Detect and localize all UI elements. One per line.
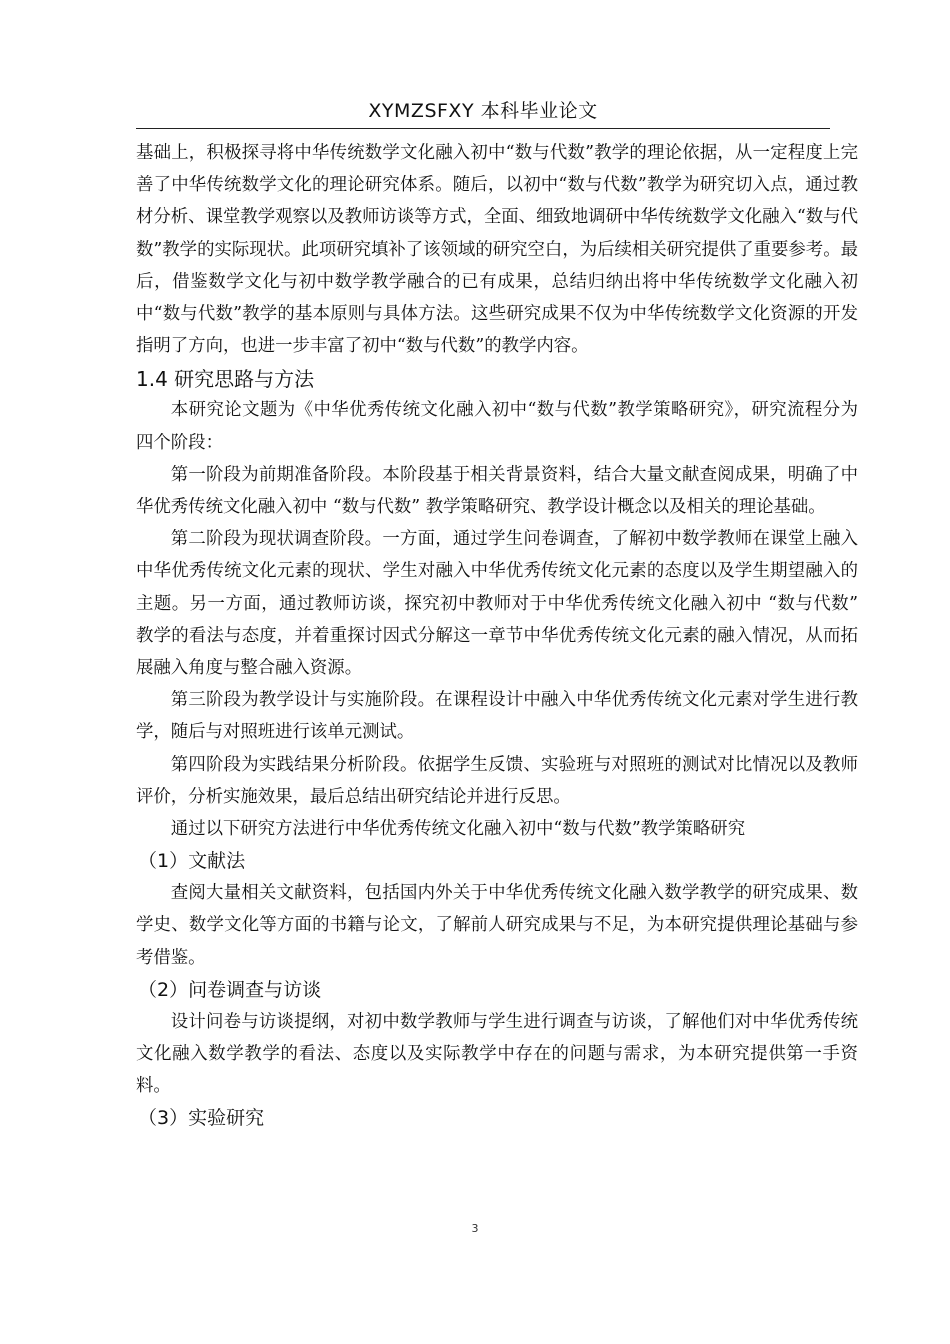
section-heading: 1.4 研究思路与方法 [136,367,315,392]
page-header [136,96,830,129]
header-title: XYMZSFXY 本科毕业论文 [368,100,598,122]
document-body [136,137,858,1134]
paragraph-stage-3: 第三阶段为教学设计与实施阶段。在课程设计中融入中华优秀传统文化元素对学生进行教学，随后与对照班进行该单元测试。 [136,690,858,743]
method-heading-experiment: （3）实验研究 [138,1107,265,1130]
paragraph-continuation: 基础上，积极探寻将中华传统数学文化融入初中“数与代数”教学的理论依据，从一定程度上完善了中华传统数学文化的理论研究体系。随后，以初中“数与代数”教学为研究切入点，通过教材分析、课堂教学观察以及教师访谈等方式，全面、细致地调研中华传统数学文化融入“数与代数”教学的实际现状。此项研究填补了该领域的研究空白，为后续相关研究提供了重要参考。最后，借鉴数学文化与初中数学教学融合的已有成果，总结归纳出将中华传统数学文化融入初中“数与代数”教学的基本原则与具体方法。这些研究成果不仅为中华传统数学文化资源的开发指明了方向，也进一步丰富了初中“数与代数”的教学内容。 [136,143,858,357]
paragraph-thesis-title: 本研究论文题为《中华优秀传统文化融入初中“数与代数”教学策略研究》，研究流程分为四个阶段： [136,400,858,453]
method-heading-survey: （2）问卷调查与访谈 [138,978,322,1001]
paragraph-methods-intro: 通过以下研究方法进行中华优秀传统文化融入初中“数与代数”教学策略研究 [170,819,746,840]
paragraph-stage-4: 第四阶段为实践结果分析阶段。依据学生反馈、实验班与对照班的测试对比情况以及教师评价，分析实施效果，最后总结出研究结论并进行反思。 [136,754,858,807]
paragraph-stage-2: 第二阶段为现状调查阶段。一方面，通过学生问卷调查，了解初中数学教师在课堂上融入中华优秀传统文化元素的现状、学生对融入中华优秀传统文化元素的态度以及学生期望融入的主题。另一方面，通过教师访谈，探究初中教师对于中华优秀传统文化融入初中 “数与代数” 教学的看法与态度，并着重探讨因式分解这一章节中华优秀传统文化元素的融入情况，从而拓展融入角度与整合融入资源。 [136,529,858,679]
page-number: 3 [471,1222,479,1235]
method-heading-literature: （1）文献法 [138,850,246,873]
paragraph-stage-1: 第一阶段为前期准备阶段。本阶段基于相关背景资料，结合大量文献查阅成果，明确了中华优秀传统文化融入初中 “数与代数” 教学策略研究、教学设计概念以及相关的理论基础。 [136,464,858,518]
paragraph-survey-method: 设计问卷与访谈提纲，对初中数学教师与学生进行调查与访谈，了解他们对中华优秀传统文化融入数学教学的看法、态度以及实际教学中存在的问题与需求，为本研究提供第一手资料。 [136,1011,858,1097]
paragraph-literature-method: 查阅大量相关文献资料，包括国内外关于中华优秀传统文化融入数学教学的研究成果、数学史、数学文化等方面的书籍与论文，了解前人研究成果与不足，为本研究提供理论基础与参考借鉴。 [136,883,858,968]
